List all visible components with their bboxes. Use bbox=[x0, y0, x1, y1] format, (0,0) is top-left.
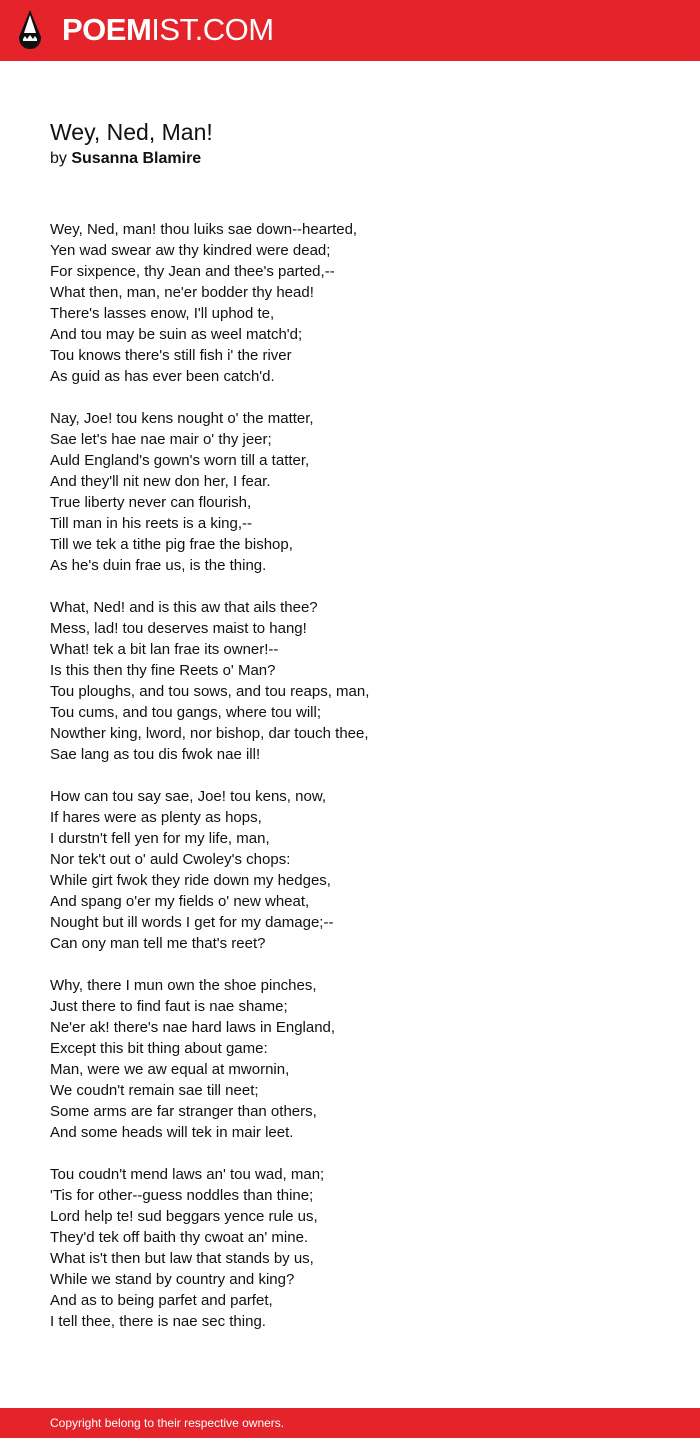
copyright-text: Copyright belong to their respective owners. bbox=[50, 1416, 285, 1430]
site-logo-text[interactable] bbox=[62, 11, 274, 49]
stanza bbox=[50, 975, 670, 1143]
poem-line: What! tek a bit lan frae its owner!-- bbox=[50, 641, 279, 658]
poem-line: Nor tek't out o' auld Cwoley's chops: bbox=[50, 851, 291, 868]
poem-line: Nay, Joe! tou kens nought o' the matter, bbox=[50, 410, 314, 427]
poem-line: They'd tek off baith thy cwoat an' mine. bbox=[50, 1229, 309, 1246]
poem-line: How can tou say sae, Joe! tou kens, now, bbox=[50, 788, 326, 805]
stanza bbox=[50, 219, 670, 387]
poem-line: Some arms are far stranger than others, bbox=[50, 1103, 317, 1120]
poem-line: Tou cums, and tou gangs, where tou will; bbox=[50, 704, 321, 721]
poem-line: If hares were as plenty as hops, bbox=[50, 809, 262, 826]
poem-line: There's lasses enow, I'll uphod te, bbox=[50, 305, 275, 322]
poem-line: What then, man, ne'er bodder thy head! bbox=[50, 284, 314, 301]
poem-line: And as to being parfet and parfet, bbox=[50, 1292, 273, 1309]
poem-line: Man, were we aw equal at mwornin, bbox=[50, 1061, 290, 1078]
poem-line: Wey, Ned, man! thou luiks sae down--hearted, bbox=[50, 221, 358, 238]
poem-line: Tou coudn't mend laws an' tou wad, man; bbox=[50, 1166, 325, 1183]
poem-body bbox=[50, 219, 670, 1353]
pen-nib-icon[interactable] bbox=[17, 9, 43, 51]
byline bbox=[50, 149, 201, 169]
poem-line: I tell thee, there is nae sec thing. bbox=[50, 1313, 266, 1330]
poem-line: While we stand by country and king? bbox=[50, 1271, 295, 1288]
poem-line: Tou knows there's still fish i' the river bbox=[50, 347, 292, 364]
author-name[interactable]: Susanna Blamire bbox=[71, 150, 202, 167]
poem-line: Sae lang as tou dis fwok nae ill! bbox=[50, 746, 261, 763]
poem-line: Can ony man tell me that's reet? bbox=[50, 935, 266, 952]
poem-line: What, Ned! and is this aw that ails thee? bbox=[50, 599, 318, 616]
poem-line: Auld England's gown's worn till a tatter, bbox=[50, 452, 310, 469]
site-header bbox=[0, 0, 700, 61]
poem-line: We coudn't remain sae till neet; bbox=[50, 1082, 259, 1099]
poem-line: And they'll nit new don her, I fear. bbox=[50, 473, 271, 490]
poem-line: Nought but ill words I get for my damage;-- bbox=[50, 914, 334, 931]
brand-light: IST.COM bbox=[151, 12, 274, 47]
poem-line: For sixpence, thy Jean and thee's parted,-- bbox=[50, 263, 335, 280]
poem-line: Except this bit thing about game: bbox=[50, 1040, 268, 1057]
poem-line: As guid as has ever been catch'd. bbox=[50, 368, 275, 385]
stanza bbox=[50, 597, 670, 765]
poem-line: And tou may be suin as weel match'd; bbox=[50, 326, 303, 343]
poem-line: Is this then thy fine Reets o' Man? bbox=[50, 662, 276, 679]
poem-line: Tou ploughs, and tou sows, and tou reaps, man, bbox=[50, 683, 370, 700]
stanza bbox=[50, 1164, 670, 1332]
poem-line: Just there to find faut is nae shame; bbox=[50, 998, 288, 1015]
by-label: by bbox=[50, 150, 67, 167]
poem-line: Yen wad swear aw thy kindred were dead; bbox=[50, 242, 331, 259]
poem-line: Ne'er ak! there's nae hard laws in England, bbox=[50, 1019, 336, 1036]
poem-line: Lord help te! sud beggars yence rule us, bbox=[50, 1208, 318, 1225]
brand-bold: POEM bbox=[62, 12, 152, 47]
stanza bbox=[50, 408, 670, 576]
poem-line: Till man in his reets is a king,-- bbox=[50, 515, 253, 532]
poem-line: Nowther king, lword, nor bishop, dar touch thee, bbox=[50, 725, 369, 742]
poem-line: Mess, lad! tou deserves maist to hang! bbox=[50, 620, 307, 637]
poem-line: Till we tek a tithe pig frae the bishop, bbox=[50, 536, 293, 553]
poem-title: Wey, Ned, Man! bbox=[50, 119, 213, 145]
poem-line: Sae let's hae nae mair o' thy jeer; bbox=[50, 431, 272, 448]
poem-line: While girt fwok they ride down my hedges, bbox=[50, 872, 331, 889]
poem-line: Why, there I mun own the shoe pinches, bbox=[50, 977, 317, 994]
poem-line: As he's duin frae us, is the thing. bbox=[50, 557, 267, 574]
poem-line: And some heads will tek in mair leet. bbox=[50, 1124, 294, 1141]
poem-line: I durstn't fell yen for my life, man, bbox=[50, 830, 270, 847]
site-footer bbox=[0, 1408, 700, 1438]
poem-line: What is't then but law that stands by us, bbox=[50, 1250, 314, 1267]
poem-line: 'Tis for other--guess noddles than thine; bbox=[50, 1187, 314, 1204]
poem-line: And spang o'er my fields o' new wheat, bbox=[50, 893, 310, 910]
stanza bbox=[50, 786, 670, 954]
poem-line: True liberty never can flourish, bbox=[50, 494, 252, 511]
